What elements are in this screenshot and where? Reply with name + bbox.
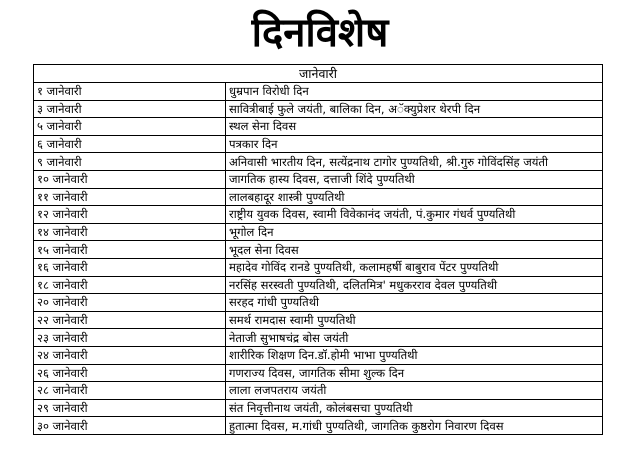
date-cell: १५ जानेवारी [34,241,226,259]
table-row [34,100,603,118]
event-cell: नरसिंह सरस्वती पुण्यतिथी, दलितमित्र' मधुकरराव देवल पुण्यतिथी [226,276,603,294]
table-row [34,258,603,276]
event-cell: शारीरिक शिक्षण दिन.डॉ.होमी भाभा पुण्यतिथी [226,346,603,364]
event-cell: सरहद गांधी पुण्यतिथी [226,294,603,312]
table-row [34,206,603,224]
date-cell: ३० जानेवारी [34,417,226,435]
date-cell: ३ जानेवारी [34,100,226,118]
event-cell: पत्रकार दिन [226,135,603,153]
date-cell: १ जानेवारी [34,83,226,101]
table-row [34,83,603,101]
event-cell: स्थल सेना दिवस [226,118,603,136]
event-cell: भूगोल दिन [226,223,603,241]
date-cell: ११ जानेवारी [34,188,226,206]
month-header: जानेवारी [34,65,603,83]
table-row [34,188,603,206]
date-cell: १० जानेवारी [34,170,226,188]
date-cell: १२ जानेवारी [34,206,226,224]
table-row [34,118,603,136]
table-row [34,276,603,294]
table-row [34,364,603,382]
date-cell: २३ जानेवारी [34,329,226,347]
table-row [34,294,603,312]
table-row [34,417,603,435]
event-cell: हुतात्मा दिवस, म.गांधी पुण्यतिथी, जागतिक कुष्ठरोग निवारण दिवस [226,417,603,435]
date-cell: ९ जानेवारी [34,153,226,171]
date-cell: १६ जानेवारी [34,258,226,276]
page-title: दिनविशेष [251,10,389,56]
event-cell: सावित्रीबाई फुले जयंती, बालिका दिन, अॅक्युप्रेशर थेरपी दिन [226,100,603,118]
event-cell: भूदल सेना दिवस [226,241,603,259]
date-cell: ६ जानेवारी [34,135,226,153]
table-row [34,329,603,347]
table-row [34,241,603,259]
event-cell: अनिवासी भारतीय दिन, सत्येंद्रनाथ टागोर पुण्यतिथी, श्री.गुरु गोविंदसिंह जयंती [226,153,603,171]
event-cell: धुम्रपान विरोधी दिन [226,83,603,101]
table-row [34,346,603,364]
table-row [34,311,603,329]
date-cell: १८ जानेवारी [34,276,226,294]
table-row [34,170,603,188]
days-table [33,64,603,435]
month-header-row [34,65,603,83]
table-row [34,135,603,153]
date-cell: १४ जानेवारी [34,223,226,241]
table-row [34,382,603,400]
event-cell: संत निवृत्तीनाथ जयंती, कोलंबसचा पुण्यतिथी [226,399,603,417]
event-cell: जागतिक हास्य दिवस, दत्ताजी शिंदे पुण्यतिथी [226,170,603,188]
event-cell: गणराज्य दिवस, जागतिक सीमा शुल्क दिन [226,364,603,382]
date-cell: २६ जानेवारी [34,364,226,382]
event-cell: लाला लजपतराय जयंती [226,382,603,400]
event-cell: राष्ट्रीय युवक दिवस, स्वामी विवेकानंद जयंती, पं.कुमार गंधर्व पुण्यतिथी [226,206,603,224]
date-cell: २८ जानेवारी [34,382,226,400]
event-cell: नेताजी सुभाषचंद्र बोस जयंती [226,329,603,347]
table-row [34,223,603,241]
date-cell: २४ जानेवारी [34,346,226,364]
table-body [34,83,603,435]
table-row [34,399,603,417]
date-cell: २९ जानेवारी [34,399,226,417]
date-cell: २० जानेवारी [34,294,226,312]
date-cell: ५ जानेवारी [34,118,226,136]
event-cell: समर्थ रामदास स्वामी पुण्यतिथी [226,311,603,329]
table-row [34,153,603,171]
event-cell: महादेव गोविंद रानडे पुण्यतिथी, कलामहर्षी बाबुराव पेंटर पुण्यतिथी [226,258,603,276]
date-cell: २२ जानेवारी [34,311,226,329]
event-cell: लालबहादूर शास्त्री पुण्यतिथी [226,188,603,206]
